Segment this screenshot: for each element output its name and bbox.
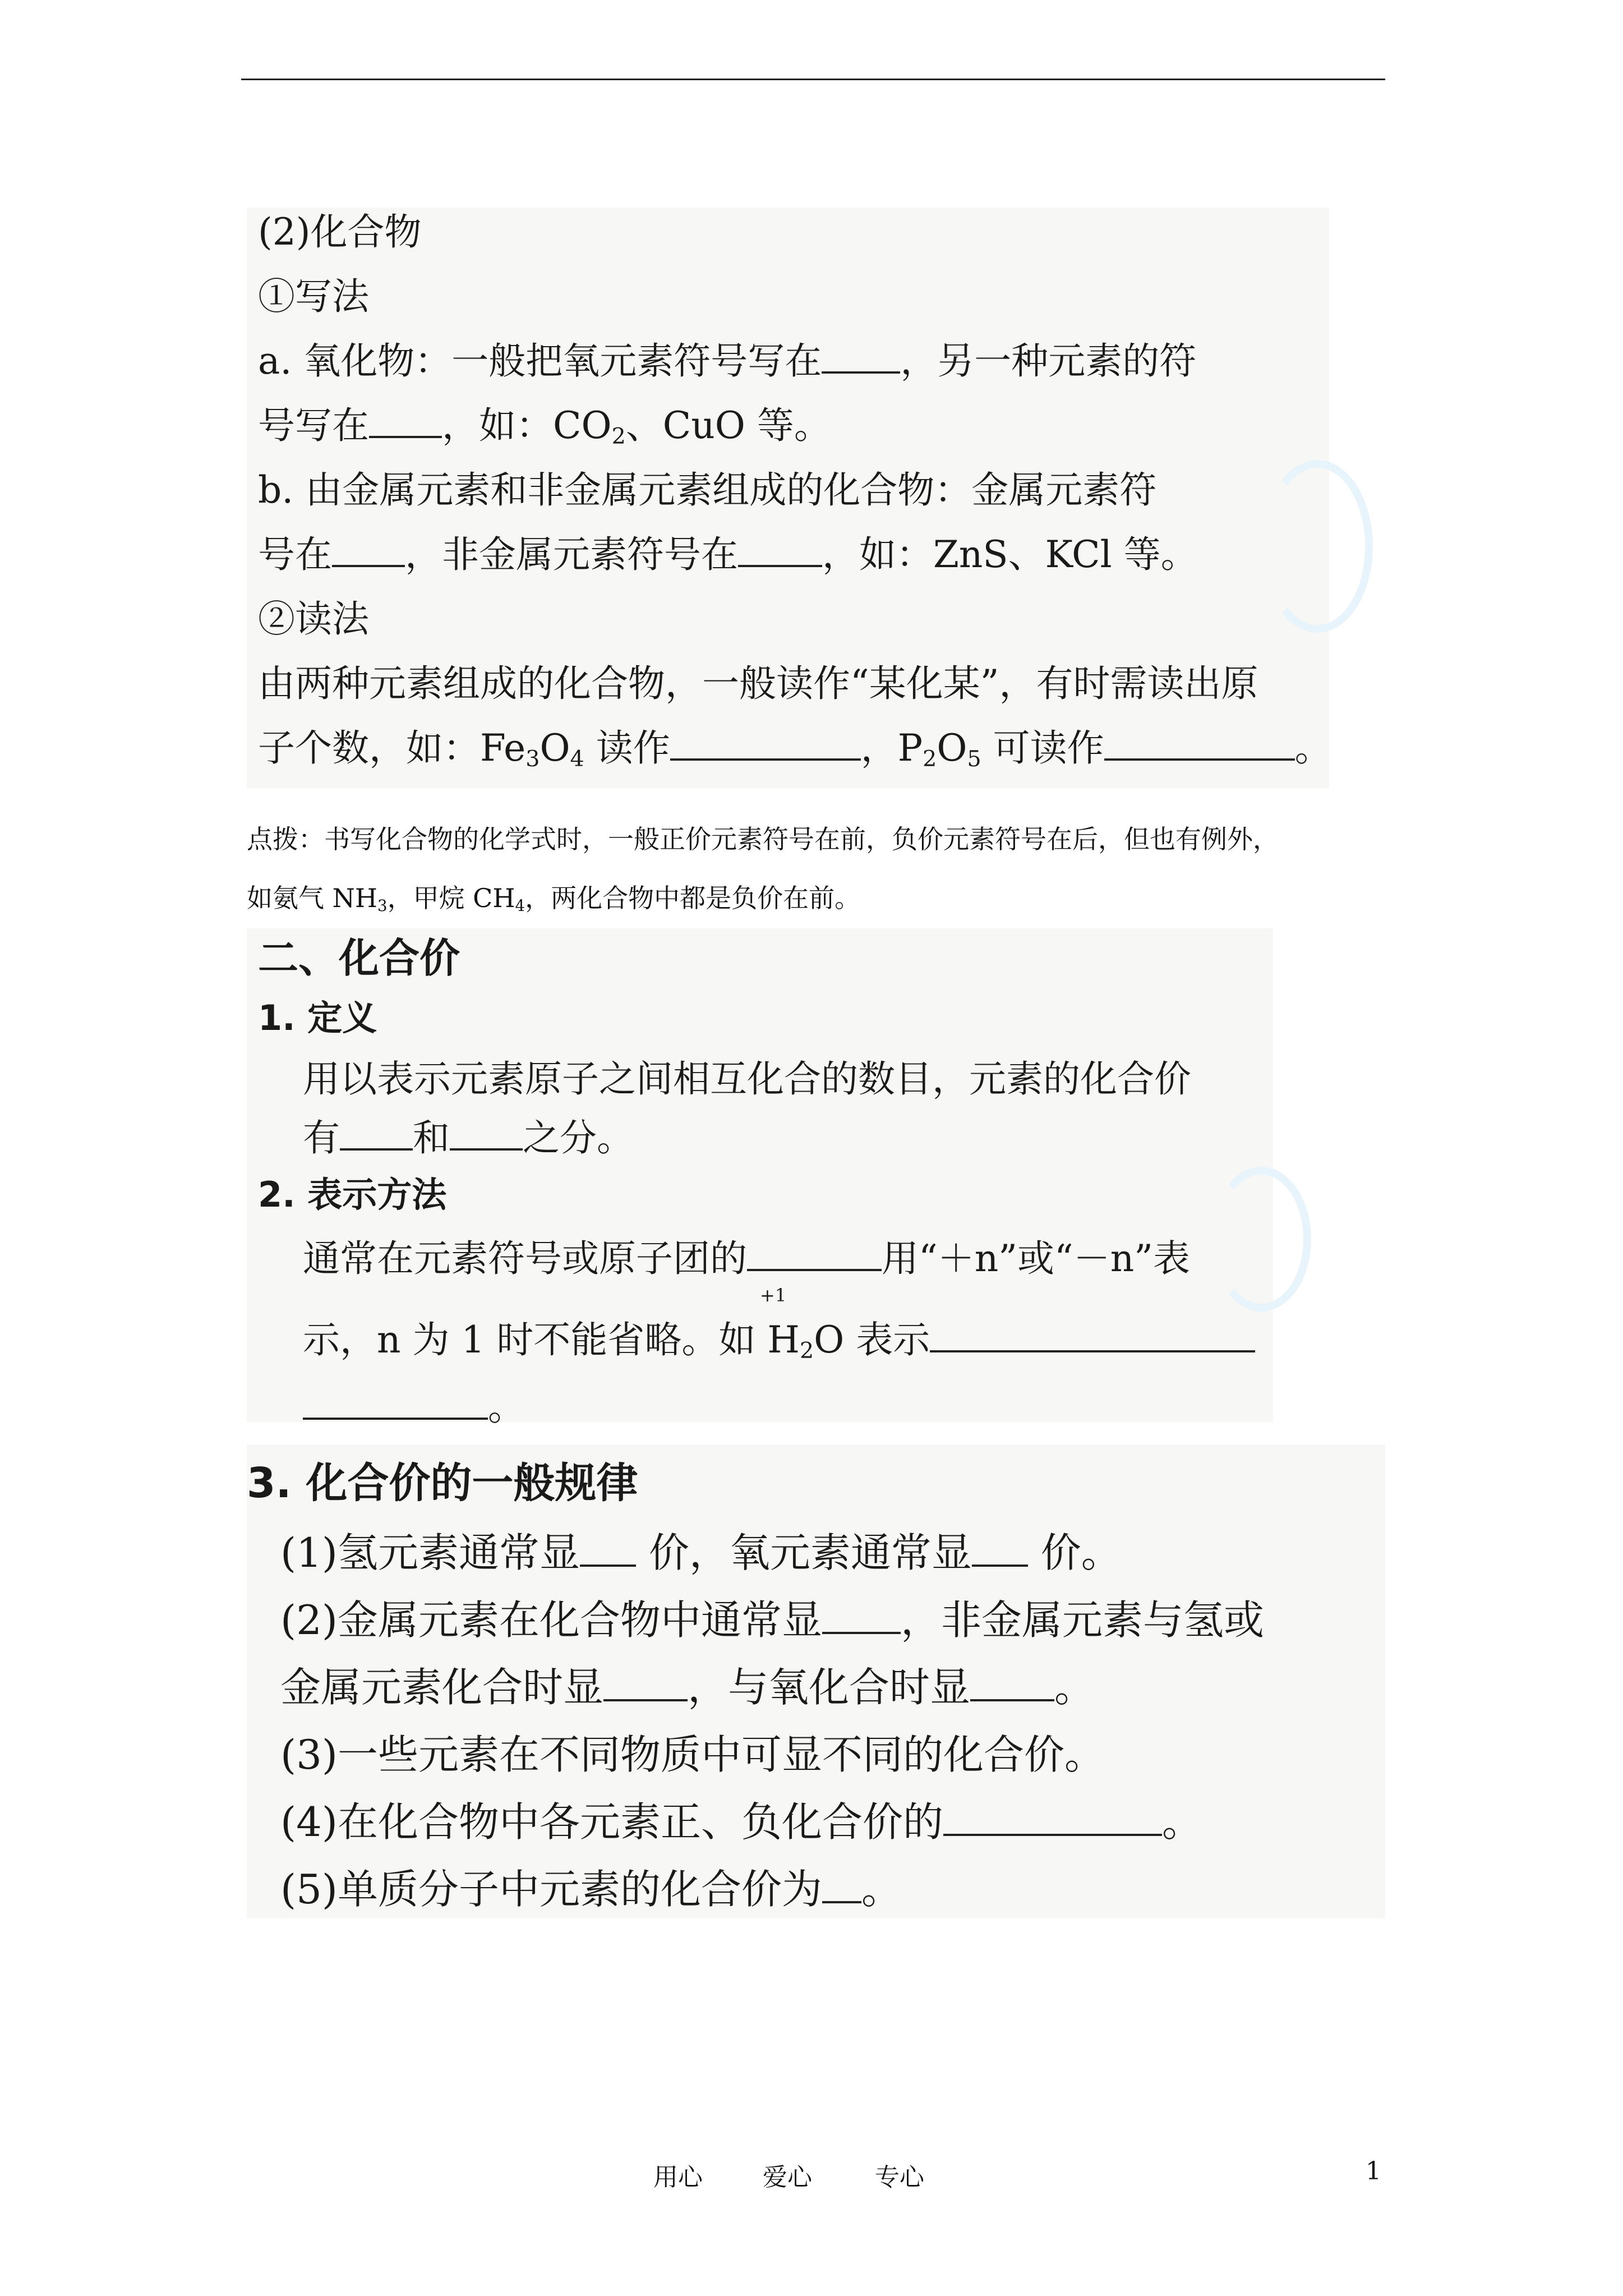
answer-blank[interactable] [340,1115,413,1151]
decorative-swirl [1211,1167,1311,1312]
compound-title: (2)化合物 [258,210,422,254]
answer-blank[interactable] [369,403,442,438]
answer-blank[interactable] [670,725,861,761]
rule-5: (5)单质分子中元素的化合价为 。 [280,1866,902,1913]
rule-2: (2)金属元素在化合物中通常显 ，非金属元素与氢或 [280,1596,1265,1644]
definition-heading: 1. 定义 [258,997,377,1038]
answer-blank[interactable] [580,1528,636,1567]
rules-title: 3. 化合价的一般规律 [247,1459,638,1507]
answer-blank[interactable] [332,532,405,567]
notation-line-3: 。 [303,1377,525,1430]
rule-4: (4)在化合物中各元素正、负化合价的 。 [280,1798,1203,1846]
page-number: 1 [1366,2157,1381,2185]
reading-heading: ②读法 [258,597,369,641]
rule-2-continued: 金属元素化合时显 ，与氧化合时显 。 [280,1664,1095,1711]
header-rule [241,79,1385,80]
oxide-line-1: a. 氧化物：一般把氧元素符号写在 ，另一种元素的符 [258,331,1196,384]
answer-blank[interactable] [303,1384,488,1420]
notation-line-1: 通常在元素符号或原子团的 用“＋n”或“－n”表 [303,1228,1190,1282]
answer-blank[interactable] [822,338,900,374]
definition-line-2: 有 和 之分。 [303,1108,634,1161]
metal-compound-line-1: b. 由金属元素和非金属元素组成的化合物：金属元素符 [258,468,1157,512]
footer-motto-3: 专心 [875,2163,924,2192]
answer-blank[interactable] [822,1865,861,1903]
answer-blank[interactable] [1104,725,1295,761]
definition-line-1: 用以表示元素原子之间相互化合的数目，元素的化合价 [303,1057,1191,1101]
rule-3: (3)一些元素在不同物质中可显不同的化合价。 [280,1731,1105,1778]
valence-title: 二、化合价 [258,935,460,982]
answer-blank[interactable] [822,1595,901,1634]
answer-blank[interactable] [738,532,822,567]
answer-blank[interactable] [603,1663,688,1701]
answer-blank[interactable] [747,1236,882,1271]
footer-motto-2: 爱心 [763,2163,812,2192]
metal-compound-line-2: 号在 ，非金属元素符号在 ，如：ZnS、KCl 等。 [258,524,1198,578]
answer-blank[interactable] [450,1115,523,1151]
oxide-line-2: 号写在 ，如：$CO_2$、CuO 等。 [258,395,831,449]
reading-line-2: 子个数，如：$Fe_3O_4$ 读作 ，$P_2O_5$ 可读作 。 [258,718,1332,772]
footer-motto-1: 用心 [653,2163,703,2192]
answer-blank[interactable] [970,1663,1054,1701]
answer-blank[interactable] [930,1317,1255,1352]
answer-blank[interactable] [943,1797,1162,1836]
valence-superscript: +1 [760,1285,787,1306]
rule-1: (1)氢元素通常显 价，氧元素通常显 价。 [280,1529,1122,1576]
tip-line-2: 如氨气 $NH_3$，甲烷 $CH_4$，两化合物中都是负价在前。 [247,883,861,915]
notation-heading: 2. 表示方法 [258,1174,447,1215]
writing-heading: ①写法 [258,275,369,318]
answer-blank[interactable] [972,1528,1028,1567]
notation-line-2: 示，n 为 1 时不能省略。如 $H_2O$ 表示 [303,1310,1255,1364]
decorative-swirl [1262,460,1373,633]
tip-line-1: 点拨：书写化合物的化学式时，一般正价元素符号在前，负价元素符号在后，但也有例外， [247,824,1279,854]
reading-line-1: 由两种元素组成的化合物，一般读作“某化某”，有时需读出原 [258,662,1258,705]
